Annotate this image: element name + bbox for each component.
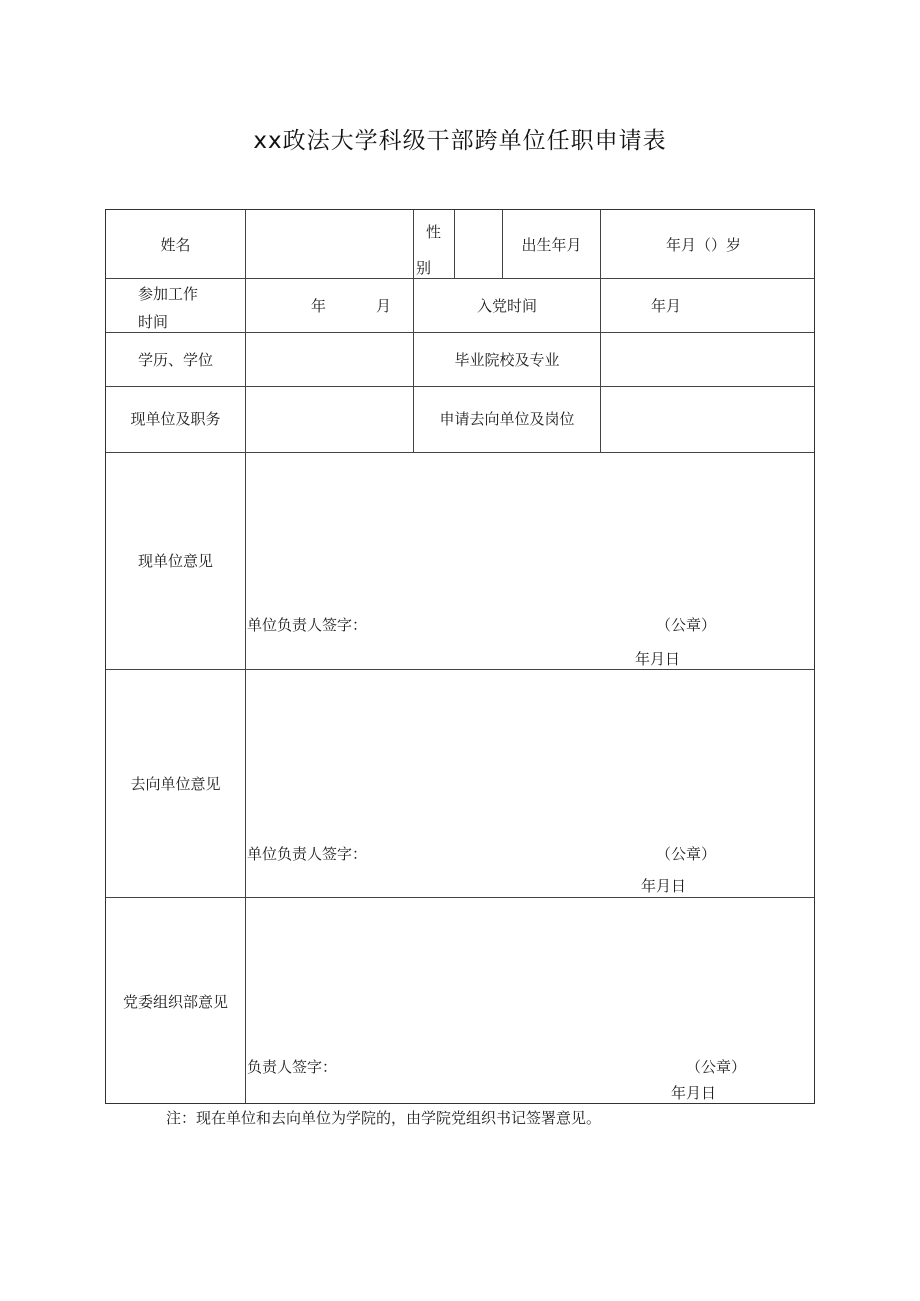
work-start-month[interactable]: 月 bbox=[376, 297, 392, 315]
gender-input-cell[interactable] bbox=[455, 210, 502, 278]
current-position-label: 现单位及职务 bbox=[130, 410, 221, 428]
target-unit-opinion-label: 去向单位意见 bbox=[130, 775, 221, 793]
graduation-label: 毕业院校及专业 bbox=[454, 351, 560, 369]
current-unit-seal: （公章） bbox=[656, 616, 717, 634]
current-unit-opinion-label: 现单位意见 bbox=[137, 552, 213, 570]
target-unit-seal: （公章） bbox=[656, 845, 717, 863]
party-join-value[interactable]: 年月 bbox=[651, 297, 682, 315]
party-join-label: 入党时间 bbox=[476, 297, 537, 315]
target-unit-signature-label: 单位负责人签字： bbox=[247, 845, 368, 863]
education-input-cell[interactable] bbox=[246, 333, 413, 386]
target-unit-date: 年月日 bbox=[641, 877, 687, 895]
application-form-table bbox=[105, 209, 815, 1104]
party-committee-seal: （公章） bbox=[686, 1058, 747, 1076]
work-start-label-line1: 参加工作 bbox=[138, 285, 199, 303]
education-label: 学历、学位 bbox=[137, 351, 213, 369]
gender-label-bottom: 别 bbox=[416, 259, 432, 277]
name-input-cell[interactable] bbox=[246, 210, 413, 278]
party-committee-opinion-label: 党委组织部意见 bbox=[122, 993, 228, 1011]
target-position-input-cell[interactable] bbox=[601, 387, 814, 452]
current-unit-date: 年月日 bbox=[635, 650, 681, 668]
page-title: xx政法大学科级干部跨单位任职申请表 bbox=[253, 128, 667, 154]
birth-label: 出生年月 bbox=[521, 236, 582, 254]
work-start-year[interactable]: 年 bbox=[311, 297, 327, 315]
footnote: 注：现在单位和去向单位为学院的，由学院党组织书记签署意见。 bbox=[166, 1109, 602, 1127]
graduation-input-cell[interactable] bbox=[601, 333, 814, 386]
target-position-label: 申请去向单位及岗位 bbox=[439, 410, 575, 428]
gender-label-top: 性 bbox=[426, 223, 442, 241]
current-unit-signature-label: 单位负责人签字： bbox=[247, 616, 368, 634]
birth-value[interactable]: 年月（）岁 bbox=[666, 236, 742, 254]
party-committee-signature-label: 负责人签字： bbox=[247, 1058, 338, 1076]
name-label: 姓名 bbox=[160, 236, 191, 254]
current-position-input-cell[interactable] bbox=[246, 387, 413, 452]
work-start-label-line2: 时间 bbox=[138, 313, 169, 331]
row-divider bbox=[106, 278, 814, 279]
current-unit-opinion-area[interactable] bbox=[246, 453, 814, 669]
party-committee-date: 年月日 bbox=[671, 1084, 717, 1102]
